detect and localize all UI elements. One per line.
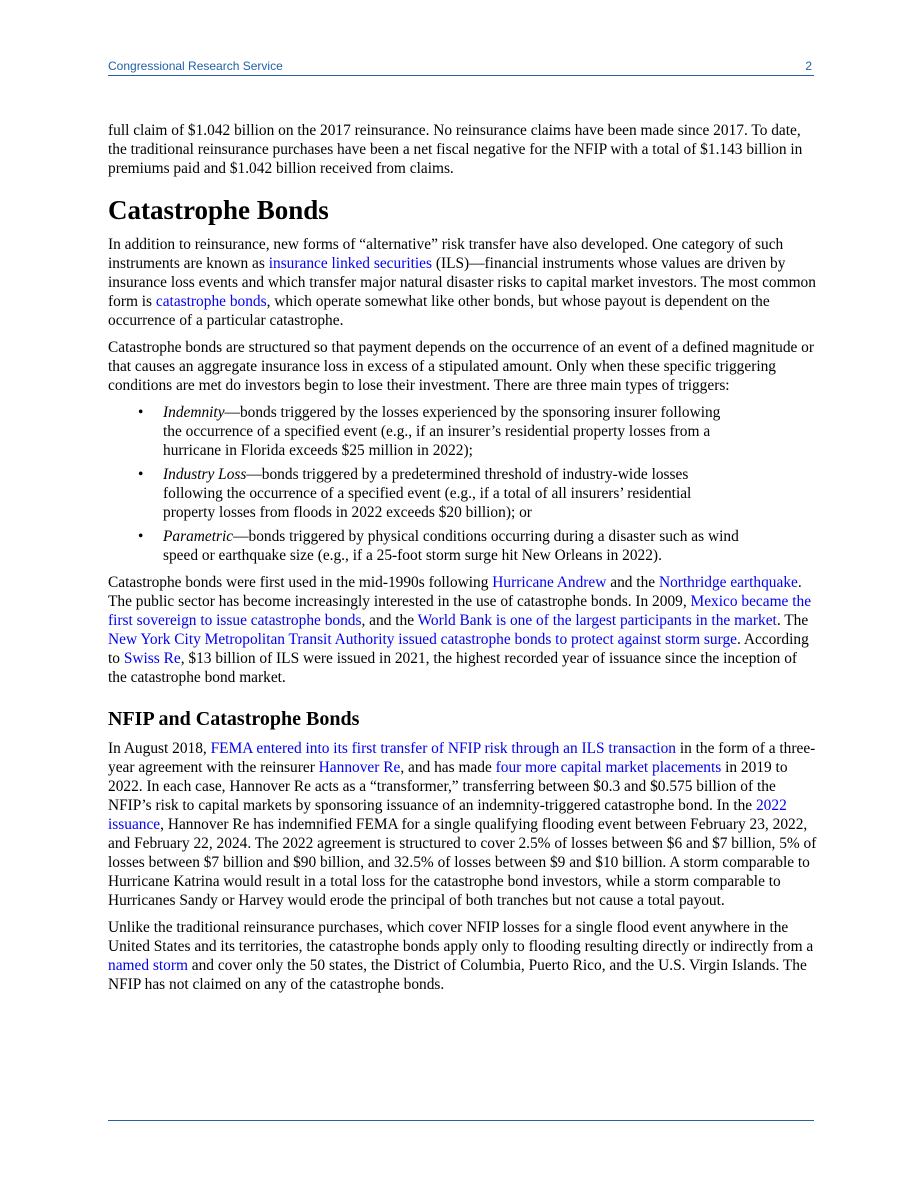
bullet-mark: •: [138, 466, 144, 483]
link-northridge-earthquake[interactable]: Northridge earthquake: [658, 574, 798, 591]
text-run: . The: [776, 612, 809, 629]
link-world-bank[interactable]: World Bank is one of the largest participants in the market: [417, 612, 777, 629]
list-item-text: —bonds triggered by the losses experienced by the sponsoring insurer following the occurrence of a specified event (e.g., if an insurer’s residential property losses from a hurricane in Florida exceeds $25 million in 2022);: [163, 404, 721, 459]
link-catastrophe-bonds[interactable]: catastrophe bonds: [155, 293, 267, 310]
link-swiss-re[interactable]: Swiss Re: [123, 650, 181, 667]
header-org-name: Congressional Research Service: [108, 59, 283, 73]
footer-divider: [108, 1120, 814, 1121]
text-run: In August 2018,: [108, 740, 211, 757]
term-parametric: Parametric: [163, 528, 234, 545]
intro-paragraph: full claim of $1.042 billion on the 2017 reinsurance. No reinsurance claims have been made since 2017. To date, the traditional reinsurance purchases have been a net fiscal negative for the NFIP with a total of $1.143 billion in premiums paid and $1.042 billion received from claims.: [108, 122, 803, 177]
header-page-number: 2: [805, 59, 812, 73]
link-insurance-linked-securities[interactable]: insurance linked securities: [268, 255, 432, 272]
link-2022-issuance[interactable]: 2022 issuance: [108, 797, 787, 833]
page-header: [108, 57, 814, 76]
paragraph-history: [108, 573, 818, 687]
text-run: (ILS)—financial instruments whose values are driven by insurance loss events and which transfer major natural disaster risks to capital market investors. The most common form is: [108, 255, 816, 310]
bullet-mark: •: [138, 404, 144, 421]
term-indemnity: Indemnity: [163, 404, 225, 421]
section-heading-catastrophe-bonds: Catastrophe Bonds: [108, 195, 329, 225]
text-run: and the: [606, 574, 659, 591]
link-named-storm[interactable]: named storm: [108, 957, 188, 974]
list-item-indemnity: [108, 403, 743, 460]
text-run: , and the: [361, 612, 418, 629]
paragraph-coverage-scope: [108, 918, 818, 994]
list-item-text: —bonds triggered by a predetermined threshold of industry-wide losses following the occurrence of a specified event (e.g., if a total of all insurers’ residential property losses from floods in 2022 exceeds $20 billion); or: [163, 466, 692, 521]
paragraph-ils-intro: [108, 235, 818, 330]
link-fema-first-transfer[interactable]: FEMA entered into its first transfer of NFIP risk through an ILS transaction: [210, 740, 676, 757]
text-run: , Hannover Re has indemnified FEMA for a single qualifying flooding event between February 23, 2022, and February 22, 2024. The 2022 agreement is structured to cover 2.5% of losses between $6 and $7 billion, 5% of losses between $7 billion and $90 billion, and 32.5% of losses between $9 and $10 billion. A storm comparable to Hurricane Katrina would result in a total loss for the catastrophe bond investors, while a storm comparable to Hurricanes Sandy or Harvey would erode the principal of both tranches but not cause a total payout.: [108, 816, 817, 909]
section-heading-nfip-catastrophe-bonds: NFIP and Catastrophe Bonds: [108, 708, 360, 730]
list-item-text: —bonds triggered by physical conditions occurring during a disaster such as wind speed or earthquake size (e.g., if a 25-foot storm surge hit New Orleans in 2022).: [163, 528, 739, 564]
term-industry-loss: Industry Loss: [163, 466, 247, 483]
text-run: , $13 billion of ILS were issued in 2021, the highest recorded year of issuance since the inception of the catastrophe bond market.: [108, 650, 798, 686]
link-hannover-re[interactable]: Hannover Re: [318, 759, 401, 776]
text-run: in the form of a three-year agreement with the reinsurer: [108, 740, 816, 776]
trigger-types-list: [108, 403, 818, 565]
link-nyc-mta[interactable]: New York City Metropolitan Transit Authority issued catastrophe bonds to protect against storm surge: [108, 631, 737, 648]
text-run: . According to: [108, 631, 809, 667]
paragraph-nfip-transfer: [108, 739, 818, 910]
text-run: Catastrophe bonds were first used in the mid-1990s following: [108, 574, 493, 591]
text-run: in 2019 to 2022. In each case, Hannover Re acts as a “transformer,” transferring between $0.3 and $0.575 billion of the NFIP’s risk to capital markets by sponsoring issuance of an indemnity-triggered catastrophe bond. In the: [108, 759, 788, 814]
link-capital-market-placements[interactable]: four more capital market placements: [495, 759, 722, 776]
paragraph-bond-structure: Catastrophe bonds are structured so that payment depends on the occurrence of an event of a defined magnitude or that causes an aggregate insurance loss in excess of a stipulated amount. Only when these specific triggering conditions are met do investors begin to lose their investment. There are three main types of triggers:: [108, 339, 815, 394]
list-item-industry-loss: [108, 465, 743, 522]
link-hurricane-andrew[interactable]: Hurricane Andrew: [492, 574, 607, 591]
text-run: . The public sector has become increasingly interested in the use of catastrophe bonds. In 2009,: [108, 574, 802, 610]
text-run: and cover only the 50 states, the District of Columbia, Puerto Rico, and the U.S. Virgin Islands. The NFIP has not claimed on any of the catastrophe bonds.: [108, 957, 807, 993]
text-run: , and has made: [400, 759, 496, 776]
document-body: [108, 121, 818, 1002]
text-run: , which operate somewhat like other bonds, but whose payout is dependent on the occurrence of a particular catastrophe.: [108, 293, 770, 329]
text-run: In addition to reinsurance, new forms of “alternative” risk transfer have also developed. One category of such instruments are known as: [108, 236, 784, 272]
link-mexico-sovereign[interactable]: Mexico became the first sovereign to issue catastrophe bonds: [108, 593, 812, 629]
list-item-parametric: [108, 527, 743, 565]
text-run: Unlike the traditional reinsurance purchases, which cover NFIP losses for a single flood event anywhere in the United States and its territories, the catastrophe bonds apply only to flooding resulting directly or indirectly from a: [108, 919, 814, 955]
bullet-mark: •: [138, 528, 144, 545]
